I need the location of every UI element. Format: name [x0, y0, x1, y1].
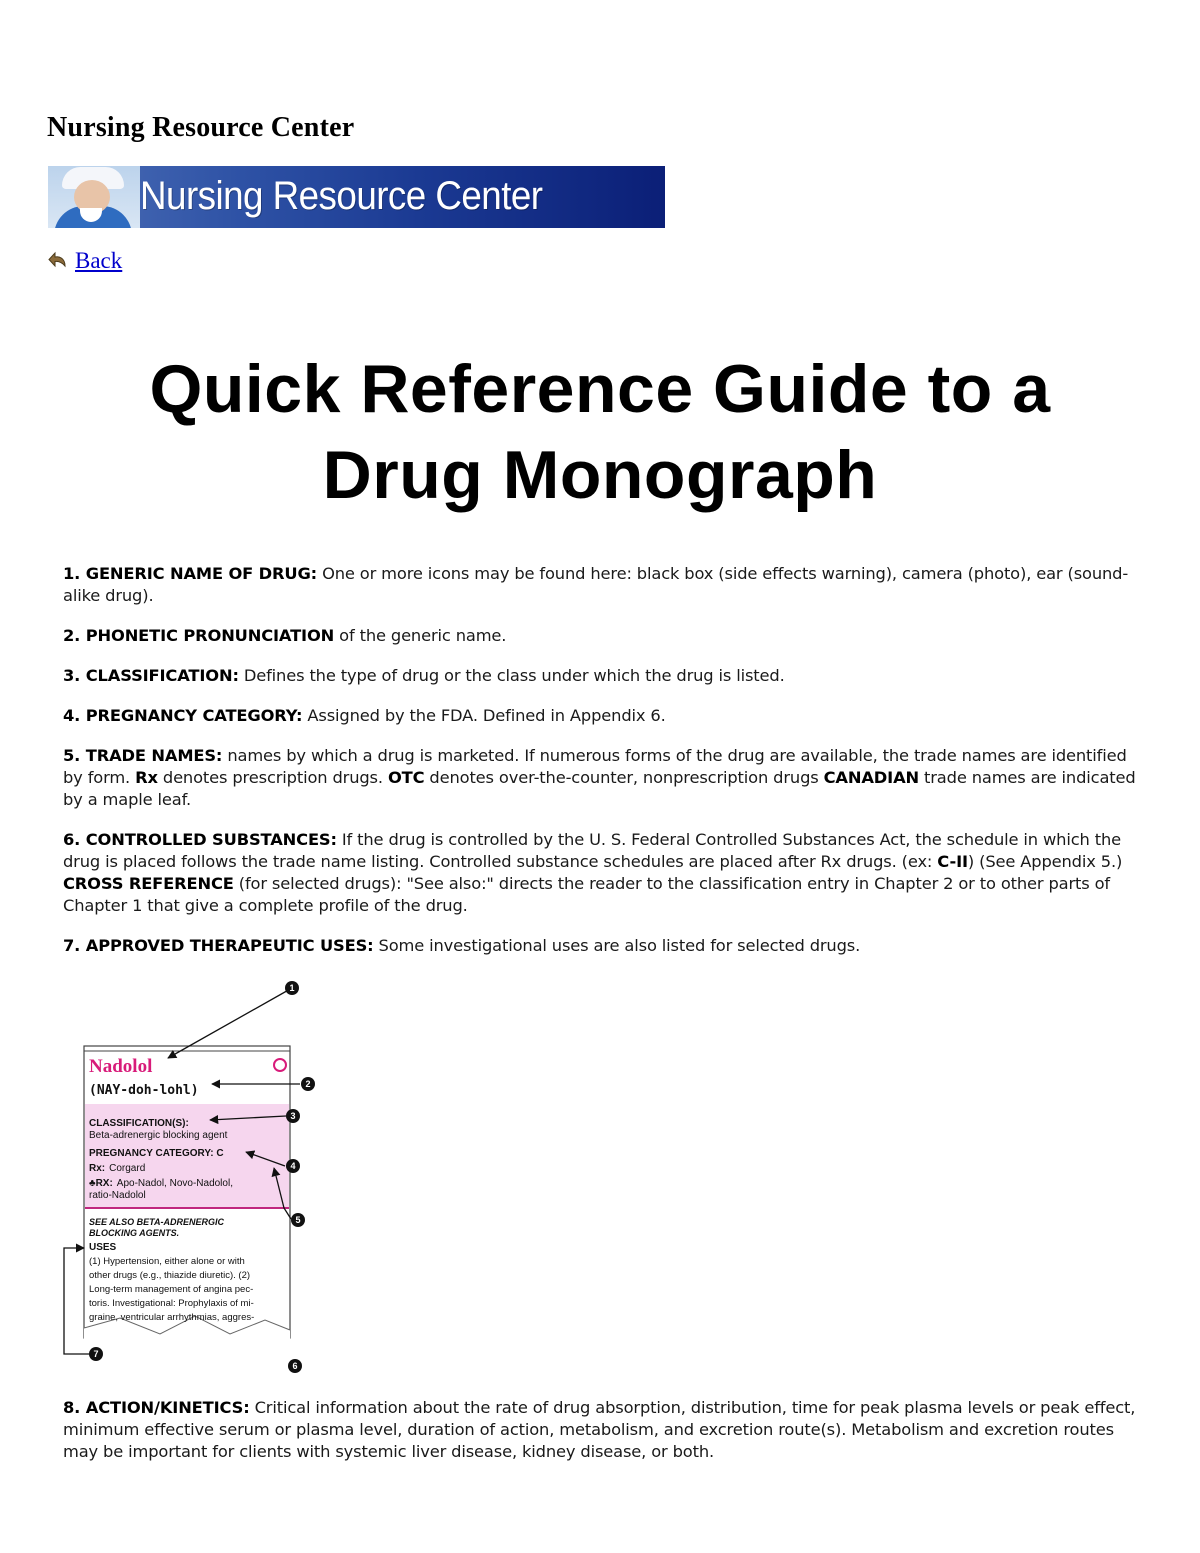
figure-canadian-rx-value-2: ratio-Nadolol — [89, 1190, 146, 1201]
callout-1-label: 1 — [289, 983, 295, 993]
back-row[interactable] — [47, 248, 122, 274]
list-item-action-kinetics: 8. ACTION/KINETICS: Critical information about the rate of drug absorption, distribution, time for peak plasma levels or peak effect, minimum effective serum or plasma level, duration of action, metabolism, and excretion route(s). Metabolism and excretion routes may be important for clients with systemic liver disease, kidney disease, or both. — [63, 1398, 1136, 1461]
figure-see-also-1: SEE ALSO BETA-ADRENERGIC — [89, 1217, 225, 1227]
page-title — [0, 346, 1200, 518]
list-item-trade-names: 5. TRADE NAMES: names by which a drug is marketed. If numerous forms of the drug are available, the trade names are identified by form. Rx denotes prescription drugs. OTC denotes over-the-counter, nonprescription drugs CANADIAN trade names are indicated by a maple leaf. — [63, 746, 1136, 809]
callout-7-label: 7 — [93, 1349, 99, 1359]
page-title-line-2: Drug Monograph — [322, 437, 878, 513]
figure-uses-line: graine, ventricular arrhythmias, aggres- — [89, 1312, 255, 1323]
list-item-controlled-substances: 6. CONTROLLED SUBSTANCES: If the drug is controlled by the U. S. Federal Controlled Substances Act, the schedule in which the drug is placed follows the trade name listing. Controlled substance schedules are placed after Rx drugs. (ex: C-II) (See Appendix 5.) CROSS REFERENCE (for selected drugs): "See also:" directs the reader to the classification entry in Chapter 2 or to other parts of Chapter 1 that give a complete profile of the drug. — [63, 830, 1123, 915]
figure-canadian-rx-value: Apo-Nadol, Novo-Nadolol, — [116, 1178, 233, 1189]
banner-image — [48, 166, 665, 228]
svg-text:♣RX:Apo-Nadol, Novo-Nadolol, — [89, 1178, 233, 1189]
svg-text:Rx:Corgard — [89, 1163, 145, 1174]
figure-pregnancy-label: PREGNANCY CATEGORY: C — [89, 1148, 224, 1159]
figure-rx-label: Rx: — [89, 1163, 106, 1174]
figure-canadian-rx-label: ♣RX: — [89, 1178, 113, 1189]
list-item-phonetic: 2. PHONETIC PRONUNCIATION of the generic name. — [63, 626, 507, 645]
figure-pronunciation: (NAY-doh-lohl) — [89, 1083, 199, 1098]
callout-2-label: 2 — [305, 1079, 311, 1089]
figure-uses-line: Long-term management of angina pec- — [89, 1284, 254, 1295]
figure-uses-label: USES — [89, 1242, 117, 1253]
figure-rx-value: Corgard — [109, 1163, 146, 1174]
nurse-photo-icon — [48, 166, 140, 228]
banner-text: Nursing Resource Center — [140, 174, 543, 218]
list-item-pregnancy: 4. PREGNANCY CATEGORY: Assigned by the FDA. Defined in Appendix 6. — [63, 706, 666, 725]
monograph-items-list — [63, 563, 1148, 975]
figure-classification-value: Beta-adrenergic blocking agent — [89, 1130, 228, 1141]
figure-uses-line: toris. Investigational: Prophylaxis of mi- — [89, 1298, 254, 1309]
back-arrow-icon[interactable] — [47, 250, 69, 272]
callout-6-label: 6 — [292, 1361, 298, 1371]
monograph-sample-figure — [60, 976, 340, 1374]
list-item-therapeutic-uses: 7. APPROVED THERAPEUTIC USES: Some investigational uses are also listed for selected drugs. — [63, 936, 861, 955]
list-item-classification: 3. CLASSIFICATION: Defines the type of drug or the class under which the drug is listed. — [63, 666, 785, 685]
figure-classification-label: CLASSIFICATION(S): — [89, 1118, 189, 1129]
figure-uses-line: (1) Hypertension, either alone or with — [89, 1256, 245, 1267]
figure-see-also-2: BLOCKING AGENTS. — [89, 1228, 180, 1238]
page-title-line-1: Quick Reference Guide to a — [149, 351, 1051, 427]
list-item-generic-name: 1. GENERIC NAME OF DRUG: One or more icons may be found here: black box (side effects warning), camera (photo), ear (sound-alike drug). — [63, 564, 1129, 605]
callout-5-label: 5 — [295, 1215, 301, 1225]
figure-uses-line: other drugs (e.g., thiazide diuretic). (2) — [89, 1270, 251, 1281]
back-link[interactable]: Back — [75, 248, 123, 273]
callout-4-label: 4 — [290, 1161, 296, 1171]
callout-3-label: 3 — [290, 1111, 296, 1121]
site-title: Nursing Resource Center — [47, 112, 355, 143]
figure-drug-name: Nadolol — [89, 1056, 153, 1077]
